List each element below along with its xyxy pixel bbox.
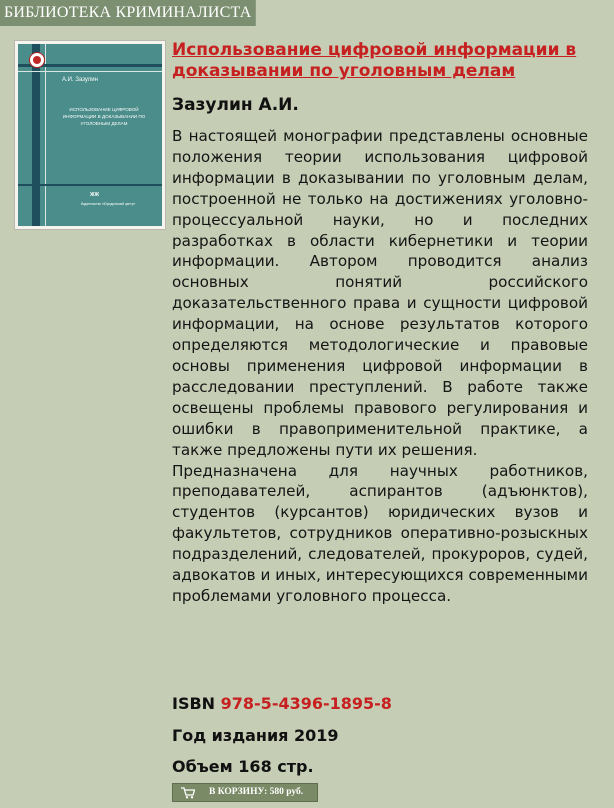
cart-button-label: В КОРЗИНУ: 580 руб. (209, 787, 304, 797)
publisher-logo: ЖЖ (90, 192, 100, 198)
book-cover[interactable] (14, 40, 166, 230)
publication-year: Год издания 2019 (172, 726, 339, 745)
book-description (172, 126, 588, 607)
add-to-cart-button[interactable] (172, 783, 318, 802)
cover-image (18, 44, 162, 226)
cover-stripe (18, 71, 162, 72)
publisher-name: Издательство «Юридический центр» (80, 202, 136, 206)
isbn-value: 978-5-4396-1895-8 (220, 694, 392, 713)
description-paragraph: Предназначена для научных работников, преподавателей, аспирантов (адъюнктов), студентов (курсантов) юридических вузов и факультетов, сотрудников оперативно-розыскных подразделений, следователей, прокуроров, судей, адвокатов и иных, интересующихся современными проблемами уголовного процесса. (172, 461, 588, 605)
cover-author: А.И. Зазулин (62, 77, 98, 83)
page-count: Объем 168 стр. (172, 757, 314, 776)
series-logo-icon (29, 52, 45, 68)
cover-stripe (18, 184, 162, 186)
book-author: Зазулин А.И. (172, 95, 299, 115)
shopping-cart-icon (181, 787, 195, 799)
cover-title: ИСПОЛЬЗОВАНИЕ ЦИФРОВОЙ ИНФОРМАЦИИ В ДОКАЗЫВАНИИ ПО УГОЛОВНЫМ ДЕЛАМ (62, 107, 146, 126)
series-header[interactable]: БИБЛИОТЕКА КРИМИНАЛИСТА (0, 0, 256, 26)
isbn-label: ISBN (172, 694, 216, 713)
isbn-line (172, 694, 392, 713)
description-paragraph: В настоящей монографии представлены основные положения теории использования цифровой информации в доказывании по уголовным делам, построенной не только на достижениях уголовно-процессуальной науки, но и последних разработках в области кибернетики и теории информации. Автором проводится анализ основных понятий российского доказательственного права и сущности цифровой информации, на основе результатов которого определяются методологические и правовые основы применения цифровой информации в расследовании преступлений. В работе также освещены проблемы правового регулирования и ошибки в правоприменительной практике, а также предложены пути их решения. (172, 127, 588, 459)
book-title-link[interactable]: Использование цифровой информации в доказывании по уголовным делам (172, 40, 577, 81)
